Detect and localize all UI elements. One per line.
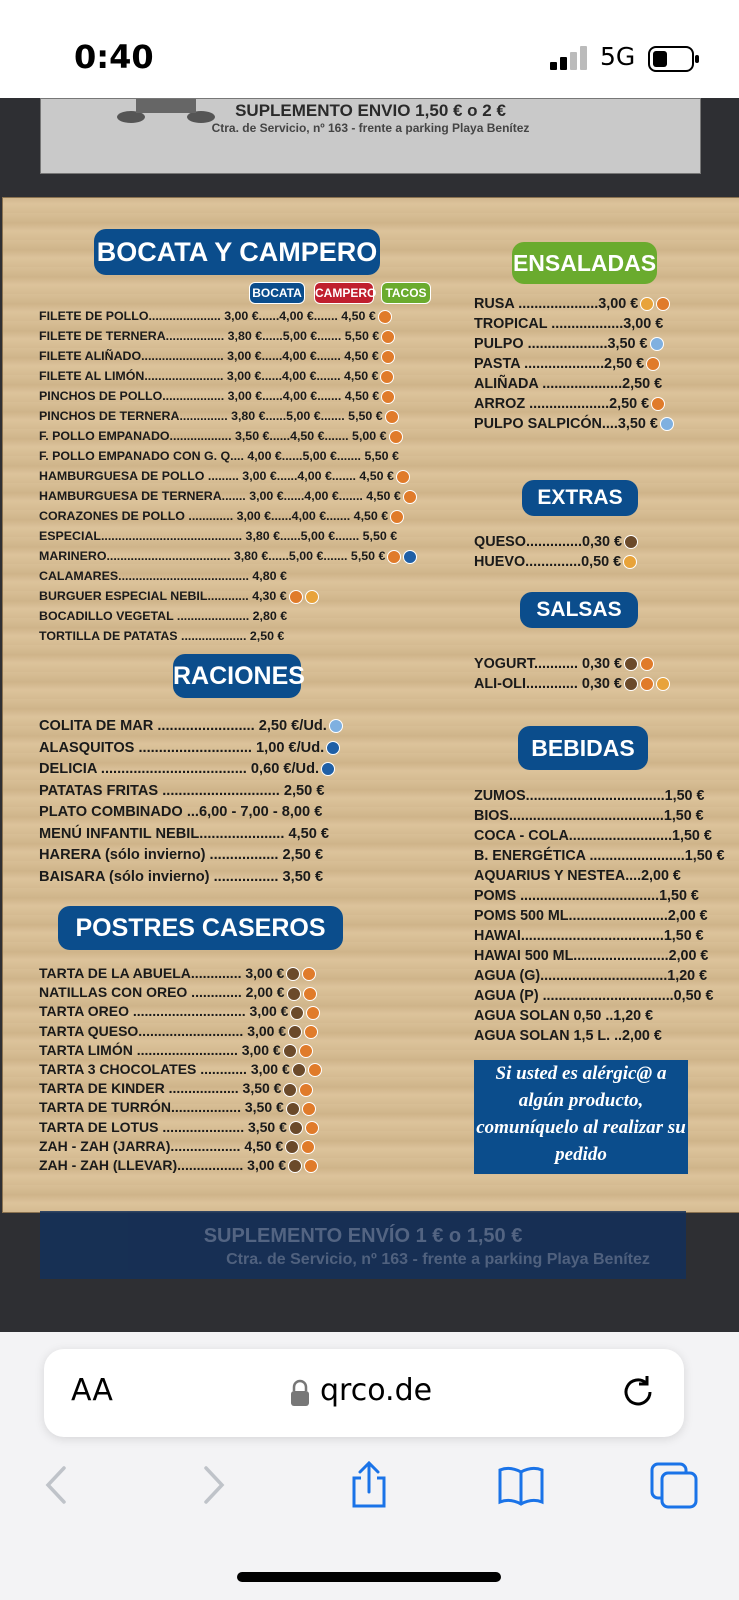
share-icon[interactable]: [344, 1460, 394, 1510]
postres-item: [39, 1118, 399, 1137]
bocata-item: [39, 426, 439, 446]
salsas-item: [474, 674, 724, 694]
bocata-item: [39, 306, 439, 326]
milk-allergen-icon: [290, 1006, 304, 1020]
bocata-item: [39, 626, 439, 646]
bebidas-list: [474, 786, 725, 1046]
wheat-allergen-icon: [304, 1159, 318, 1173]
bebidas-item: [474, 906, 714, 926]
bocata-title: BOCATA Y CAMPERO: [94, 229, 380, 275]
egg-allergen-icon: [640, 297, 654, 311]
ensaladas-item: [474, 394, 714, 414]
ensaladas-item-text: PASTA ....................2,50 €: [474, 356, 645, 372]
delivery-banner-top: [40, 98, 701, 174]
bocata-list: [39, 306, 439, 646]
bebidas-item: [474, 846, 725, 866]
egg-allergen-icon: [656, 677, 670, 691]
ensaladas-title: ENSALADAS: [512, 242, 657, 284]
raciones-item-text: ALASQUITOS ............................ 1,00 €/Ud.: [39, 739, 325, 756]
bebidas-item: [474, 806, 714, 826]
bocata-item: [39, 546, 439, 566]
wheat-allergen-icon: [387, 550, 401, 564]
bocata-item-text: FILETE DE POLLO..................... 3,00 €......4,00 €....... 4,50 €: [39, 309, 376, 323]
ensaladas-item: [474, 314, 714, 334]
bocata-item-text: CORAZONES DE POLLO ............. 3,00 €......4,00 €....... 4,50 €: [39, 509, 389, 523]
postres-item-text: TARTA DE KINDER .................. 3,50 €: [39, 1080, 282, 1097]
milk-allergen-icon: [283, 1083, 297, 1097]
wheat-allergen-icon: [303, 987, 317, 1001]
raciones-item: [39, 781, 399, 803]
tag-campero: CAMPERO: [314, 282, 374, 304]
fish-allergen-icon: [326, 741, 340, 755]
bebidas-item: [474, 826, 714, 846]
wheat-allergen-icon: [381, 350, 395, 364]
bebidas-item-text: HAWAI 500 ML........................2,00 €: [474, 948, 709, 964]
fish-allergen-icon: [403, 550, 417, 564]
bebidas-item-text: AQUARIUS Y NESTEA....2,00 €: [474, 868, 681, 884]
raciones-item-text: HARERA (sólo invierno) ................. 2,50 €: [39, 847, 324, 863]
ensaladas-item-text: RUSA ....................3,00 €: [474, 296, 639, 312]
postres-item: [39, 964, 399, 983]
raciones-item-text: COLITA DE MAR ........................ 2,50 €/Ud.: [39, 718, 327, 734]
bebidas-item: [474, 926, 714, 946]
tag-bocata: BOCATA: [249, 282, 305, 304]
postres-item-text: TARTA 3 CHOCOLATES ............ 3,00 €: [39, 1061, 290, 1078]
forward-icon[interactable]: [188, 1460, 238, 1510]
battery-icon: [648, 46, 700, 72]
raciones-item-text: MENÚ INFANTIL NEBIL..................... 4,50 €: [39, 825, 330, 842]
bocata-item-text: TORTILLA DE PATATAS ................... 2,50 €: [39, 629, 285, 643]
extras-item-text: HUEVO..............0,50 €: [474, 554, 622, 570]
wheat-allergen-icon: [381, 390, 395, 404]
postres-item-text: TARTA OREO ............................. 3,00 €: [39, 1003, 289, 1020]
delivery-surcharge-bottom: SUPLEMENTO ENVÍO 1 € o 1,50 €: [203, 1225, 523, 1247]
extras-item: [474, 532, 714, 552]
ensaladas-item: [474, 374, 714, 394]
postres-item: [39, 1002, 399, 1021]
ensaladas-item-text: ALIÑADA ....................2,50 €: [474, 376, 663, 392]
salsas-list: [474, 654, 724, 694]
ensaladas-list: [474, 294, 714, 434]
ensaladas-item: [474, 354, 714, 374]
postres-item: [39, 1060, 399, 1079]
wheat-allergen-icon: [378, 310, 392, 324]
ensaladas-item: [474, 294, 714, 314]
wheat-allergen-icon: [306, 1006, 320, 1020]
reload-icon[interactable]: [619, 1373, 657, 1411]
wheat-allergen-icon: [640, 677, 654, 691]
wheat-allergen-icon: [380, 370, 394, 384]
egg-allergen-icon: [623, 555, 637, 569]
bebidas-item: [474, 886, 714, 906]
wheat-allergen-icon: [299, 1083, 313, 1097]
postres-item-text: NATILLAS CON OREO ............. 2,00 €: [39, 984, 285, 1001]
postres-item-text: TARTA LIMÓN .......................... 3,00 €: [39, 1041, 281, 1058]
status-time: 0:40: [74, 38, 154, 76]
lock-icon: [290, 1379, 310, 1407]
bocata-item-text: F. POLLO EMPANADO.................. 3,50 €......4,50 €....... 5,00 €: [39, 429, 387, 443]
bocata-item: [39, 326, 439, 346]
address-bar[interactable]: [44, 1349, 684, 1437]
raciones-list: [39, 716, 399, 888]
bocata-item-text: FILETE DE TERNERA................. 3,80 €......5,00 €....... 5,50 €: [39, 329, 380, 343]
bocata-item-text: F. POLLO EMPANADO CON G. Q.... 4,00 €......5,00 €....... 5,50 €: [39, 449, 399, 463]
bebidas-item: [474, 986, 714, 1006]
extras-item-text: QUESO..............0,30 €: [474, 534, 622, 550]
postres-item-text: ZAH - ZAH (LLEVAR)................. 3,00 €: [39, 1157, 287, 1174]
bebidas-item-text: POMS 500 ML.........................2,00 €: [474, 908, 708, 924]
delivery-banner-bottom: [40, 1211, 686, 1279]
salsas-title: SALSAS: [520, 592, 638, 628]
home-indicator: [237, 1572, 501, 1582]
tag-tacos: TACOS: [381, 282, 431, 304]
tabs-icon[interactable]: [650, 1460, 700, 1510]
raciones-item: [39, 845, 399, 867]
wheat-allergen-icon: [656, 297, 670, 311]
raciones-item-text: DELICIA .................................... 0,60 €/Ud.: [39, 761, 320, 777]
network-label: 5G: [600, 42, 636, 71]
raciones-item: [39, 824, 399, 846]
raciones-item-text: PLATO COMBINADO ...6,00 - 7,00 - 8,00 €: [39, 804, 323, 820]
bocata-item-text: HAMBURGUESA DE POLLO ......... 3,00 €......4,00 €....... 4,50 €: [39, 469, 394, 483]
bebidas-item-text: AGUA SOLAN 0,50 ..1,20 €: [474, 1008, 654, 1024]
wheat-allergen-icon: [301, 1140, 315, 1154]
wheat-allergen-icon: [302, 1102, 316, 1116]
salsas-item-text: YOGURT........... 0,30 €: [474, 656, 622, 672]
ensaladas-item-text: PULPO ....................3,50 €: [474, 336, 648, 352]
bocata-item: [39, 346, 439, 366]
extras-item: [474, 552, 714, 572]
wheat-allergen-icon: [396, 470, 410, 484]
status-bar: [0, 0, 739, 98]
bebidas-item-text: ZUMOS...................................1,50 €: [474, 788, 705, 804]
extras-list: [474, 532, 714, 572]
bocata-item-text: ESPECIAL......................................... 3,80 €......5,00 €....... 5,50 €: [39, 529, 398, 543]
bocata-item: [39, 526, 439, 546]
postres-item: [39, 1079, 399, 1098]
wheat-allergen-icon: [308, 1063, 322, 1077]
allergy-notice: Si usted es alérgic@ a algún producto, comuníquelo al realizar su pedido: [474, 1060, 688, 1174]
postres-title: POSTRES CASEROS: [58, 906, 343, 950]
bocata-item: [39, 586, 439, 606]
wheat-allergen-icon: [299, 1044, 313, 1058]
ensaladas-item: [474, 414, 714, 434]
postres-item-text: TARTA DE LOTUS ..................... 3,50 €: [39, 1118, 287, 1135]
bocata-item: [39, 466, 439, 486]
salsas-item-text: ALI-OLI............. 0,30 €: [474, 676, 622, 692]
postres-list: [39, 964, 399, 1175]
ensaladas-item-text: PULPO SALPICÓN....3,50 €: [474, 416, 658, 432]
wheat-allergen-icon: [304, 1025, 318, 1039]
bebidas-title: BEBIDAS: [518, 726, 648, 770]
raciones-item: [39, 802, 399, 824]
raciones-title: RACIONES: [173, 654, 301, 698]
milk-allergen-icon: [292, 1063, 306, 1077]
bebidas-item: [474, 1006, 714, 1026]
milk-allergen-icon: [288, 1025, 302, 1039]
bebidas-item-text: BIOS.......................................1,50 €: [474, 808, 704, 824]
delivery-surcharge-top: SUPLEMENTO ENVIO 1,50 € o 2 €: [235, 101, 506, 120]
bebidas-item: [474, 946, 714, 966]
wheat-allergen-icon: [385, 410, 399, 424]
postres-item-text: TARTA DE LA ABUELA............. 3,00 €: [39, 965, 285, 981]
fish-allergen-icon: [321, 762, 335, 776]
bocata-item: [39, 506, 439, 526]
wheat-allergen-icon: [305, 1121, 319, 1135]
address-bottom: Ctra. de Servicio, nº 163 - frente a parking Playa Benítez: [226, 1251, 650, 1268]
bocata-item-text: BOCADILLO VEGETAL ..................... 2,80 €: [39, 609, 288, 623]
wheat-allergen-icon: [640, 657, 654, 671]
bebidas-item: [474, 786, 714, 806]
bocata-item: [39, 406, 439, 426]
wheat-allergen-icon: [390, 510, 404, 524]
milk-allergen-icon: [283, 1044, 297, 1058]
bocata-item: [39, 606, 439, 626]
bebidas-item-text: COCA - COLA..........................1,50 €: [474, 828, 712, 844]
milk-allergen-icon: [285, 1140, 299, 1154]
raciones-item: [39, 716, 399, 738]
milk-allergen-icon: [287, 987, 301, 1001]
bocata-item: [39, 446, 439, 466]
postres-item: [39, 1098, 399, 1117]
address-top: Ctra. de Servicio, nº 163 - frente a parking Playa Benítez: [211, 121, 530, 135]
postres-item: [39, 983, 399, 1002]
bocata-item: [39, 486, 439, 506]
ensaladas-item-text: ARROZ ....................2,50 €: [474, 396, 650, 412]
bocata-item-text: PINCHOS DE TERNERA.............. 3,80 €......5,00 €....... 5,50 €: [39, 409, 383, 423]
raciones-item-text: PATATAS FRITAS ............................. 2,50 €: [39, 782, 325, 799]
postres-item-text: TARTA QUESO........................... 3,00 €: [39, 1022, 287, 1039]
shell-allergen-icon: [329, 719, 343, 733]
back-icon[interactable]: [32, 1460, 82, 1510]
wheat-allergen-icon: [381, 330, 395, 344]
bocata-item-text: HAMBURGUESA DE TERNERA....... 3,00 €......4,00 €....... 4,50 €: [39, 489, 401, 503]
postres-item-text: TARTA DE TURRÓN.................. 3,50 €: [39, 1099, 284, 1116]
bebidas-item-text: POMS ...................................1,50 €: [474, 888, 699, 904]
postres-item-text: ZAH - ZAH (JARRA).................. 4,50 €: [39, 1137, 284, 1154]
milk-allergen-icon: [624, 535, 638, 549]
milk-allergen-icon: [624, 657, 638, 671]
raciones-item: [39, 867, 399, 889]
raciones-item-text: BAISARA (sólo invierno) ................ 3,50 €: [39, 868, 324, 885]
bocata-item: [39, 366, 439, 386]
egg-allergen-icon: [305, 590, 319, 604]
bocata-item-text: BURGUER ESPECIAL NEBIL............ 4,30 €: [39, 589, 287, 603]
bebidas-item-text: AGUA (G)................................1,20 €: [474, 968, 708, 984]
wheat-allergen-icon: [302, 967, 316, 981]
bocata-item-text: FILETE ALIÑADO........................ 3,00 €......4,00 €....... 4,50 €: [39, 349, 379, 363]
bookmarks-icon[interactable]: [496, 1460, 546, 1510]
bebidas-item: [474, 966, 714, 986]
milk-allergen-icon: [288, 1159, 302, 1173]
web-content[interactable]: [0, 98, 739, 1332]
postres-item: [39, 1041, 399, 1060]
milk-allergen-icon: [286, 967, 300, 981]
milk-allergen-icon: [289, 1121, 303, 1135]
bebidas-item-text: AGUA (P) .................................0,50 €: [474, 988, 714, 1004]
postres-item: [39, 1137, 399, 1156]
shell-allergen-icon: [660, 417, 674, 431]
postres-item: [39, 1156, 399, 1175]
wheat-allergen-icon: [403, 490, 417, 504]
bebidas-item-text: HAWAI....................................1,50 €: [474, 928, 704, 944]
signal-icon: [550, 46, 592, 70]
reader-aa-button[interactable]: AA: [71, 1373, 113, 1408]
raciones-item: [39, 738, 399, 760]
raciones-item: [39, 759, 399, 781]
bebidas-item: [474, 866, 714, 886]
shell-allergen-icon: [650, 337, 664, 351]
bebidas-item-text: B. ENERGÉTICA ........................1,50 €: [474, 848, 725, 864]
bocata-item-text: FILETE AL LIMÓN....................... 3,00 €......4,00 €....... 4,50 €: [39, 369, 379, 383]
postres-item: [39, 1022, 399, 1041]
bocata-item: [39, 566, 439, 586]
wheat-allergen-icon: [651, 397, 665, 411]
bocata-item-text: PINCHOS DE POLLO.................. 3,00 €......4,00 €....... 4,50 €: [39, 389, 380, 403]
bocata-item-text: MARINERO.................................... 3,80 €......5,00 €....... 5,50 €: [39, 549, 386, 563]
menu-board: [2, 197, 739, 1213]
salsas-item: [474, 654, 724, 674]
wheat-allergen-icon: [389, 430, 403, 444]
milk-allergen-icon: [286, 1102, 300, 1116]
bocata-item: [39, 386, 439, 406]
ensaladas-item: [474, 334, 714, 354]
extras-title: EXTRAS: [522, 480, 638, 516]
wheat-allergen-icon: [289, 590, 303, 604]
bebidas-item: [474, 1026, 714, 1046]
bebidas-item-text: AGUA SOLAN 1,5 L. ..2,00 €: [474, 1028, 662, 1044]
ensaladas-item-text: TROPICAL ..................3,00 €: [474, 316, 664, 332]
bocata-item-text: CALAMARES...................................... 4,80 €: [39, 569, 287, 583]
wheat-allergen-icon: [646, 357, 660, 371]
url-domain[interactable]: qrco.de: [320, 1373, 433, 1408]
milk-allergen-icon: [624, 677, 638, 691]
